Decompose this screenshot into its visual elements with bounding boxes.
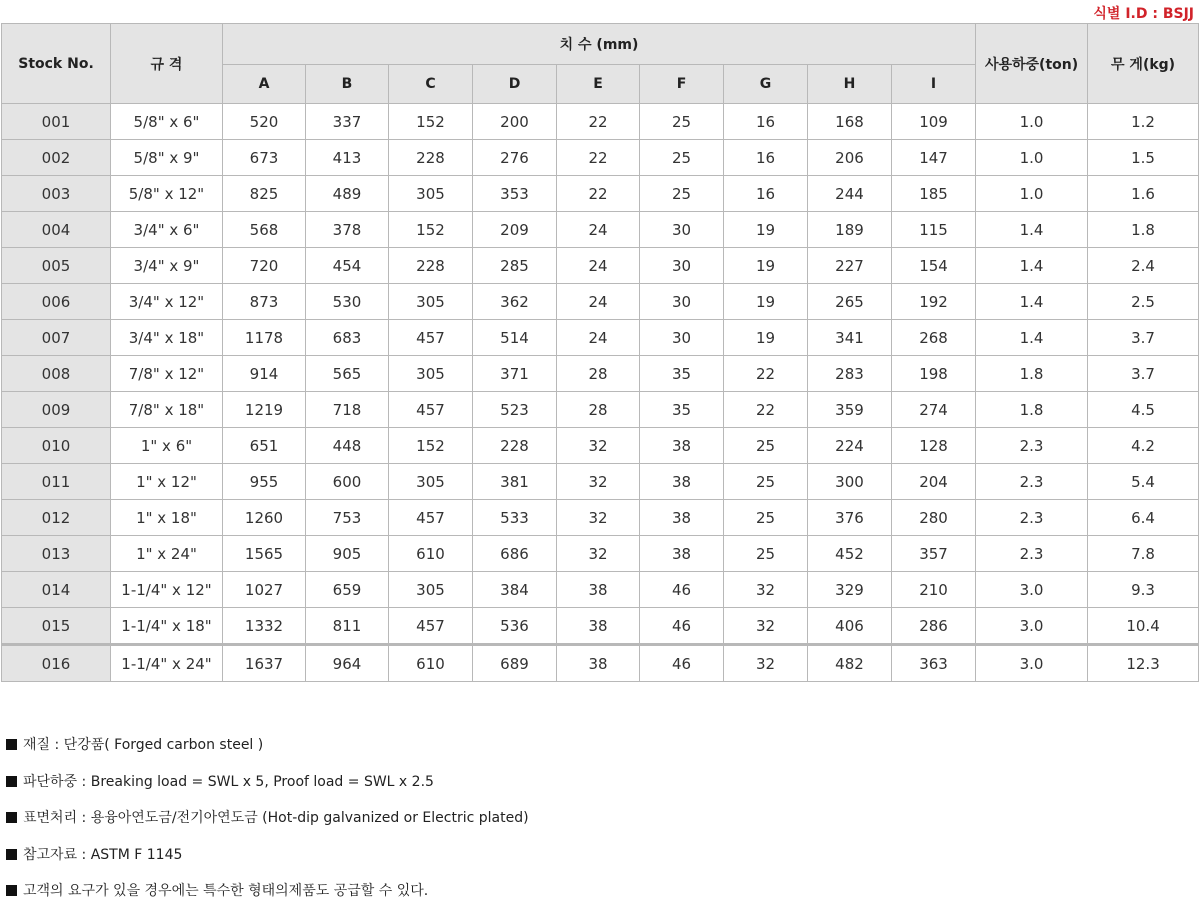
weight-cell: 4.5 [1088, 392, 1199, 428]
dim-c-cell: 228 [389, 140, 473, 176]
dim-b-cell: 683 [306, 320, 389, 356]
dim-i-cell: 268 [892, 320, 976, 356]
table-row [2, 464, 1199, 500]
dim-c-cell: 610 [389, 645, 473, 682]
dim-f-cell: 30 [640, 320, 724, 356]
stock-no-cell: 015 [2, 608, 111, 645]
table-row [2, 428, 1199, 464]
dim-c-cell: 305 [389, 176, 473, 212]
dim-c-cell: 305 [389, 284, 473, 320]
dim-h-cell: 265 [808, 284, 892, 320]
dim-e-cell: 22 [557, 140, 640, 176]
dim-e-cell: 38 [557, 645, 640, 682]
header-dimensions: 치 수 (mm) [223, 24, 976, 65]
note-text: 고객의 요구가 있을 경우에는 특수한 형태의제품도 공급할 수 있다. [23, 883, 429, 899]
dim-f-cell: 38 [640, 500, 724, 536]
dim-d-cell: 209 [473, 212, 557, 248]
spec-cell: 1" x 12" [111, 464, 223, 500]
spec-table [1, 23, 1199, 682]
dim-h-cell: 244 [808, 176, 892, 212]
stock-no-cell: 008 [2, 356, 111, 392]
dim-d-cell: 686 [473, 536, 557, 572]
dim-g-cell: 19 [724, 320, 808, 356]
note-item [6, 880, 529, 917]
dim-a-cell: 873 [223, 284, 306, 320]
working-load-cell: 2.3 [976, 464, 1088, 500]
dim-e-cell: 28 [557, 356, 640, 392]
notes-list [6, 734, 529, 917]
dim-d-cell: 200 [473, 104, 557, 140]
dim-b-cell: 530 [306, 284, 389, 320]
dim-i-cell: 363 [892, 645, 976, 682]
dim-h-cell: 227 [808, 248, 892, 284]
note-item [6, 771, 529, 808]
dim-a-cell: 1178 [223, 320, 306, 356]
spec-cell: 3/4" x 9" [111, 248, 223, 284]
header-weight: 무 게(kg) [1088, 24, 1199, 104]
dim-i-cell: 280 [892, 500, 976, 536]
weight-cell: 10.4 [1088, 608, 1199, 645]
dim-d-cell: 276 [473, 140, 557, 176]
working-load-cell: 1.4 [976, 320, 1088, 356]
note-text: 재질 : 단강품( Forged carbon steel ) [23, 737, 264, 753]
dim-g-cell: 25 [724, 428, 808, 464]
table-row [2, 536, 1199, 572]
dim-e-cell: 24 [557, 284, 640, 320]
weight-cell: 4.2 [1088, 428, 1199, 464]
spec-cell: 7/8" x 18" [111, 392, 223, 428]
dim-i-cell: 154 [892, 248, 976, 284]
working-load-cell: 3.0 [976, 645, 1088, 682]
dim-b-cell: 718 [306, 392, 389, 428]
dim-a-cell: 651 [223, 428, 306, 464]
dim-i-cell: 147 [892, 140, 976, 176]
note-item [6, 844, 529, 881]
dim-b-cell: 378 [306, 212, 389, 248]
table-row [2, 392, 1199, 428]
dim-c-cell: 457 [389, 320, 473, 356]
dim-c-cell: 152 [389, 428, 473, 464]
dim-i-cell: 109 [892, 104, 976, 140]
spec-cell: 3/4" x 18" [111, 320, 223, 356]
dim-d-cell: 384 [473, 572, 557, 608]
spec-cell: 1" x 24" [111, 536, 223, 572]
dim-d-cell: 381 [473, 464, 557, 500]
stock-no-cell: 014 [2, 572, 111, 608]
dim-i-cell: 357 [892, 536, 976, 572]
bullet-square-icon [6, 812, 17, 823]
dim-b-cell: 905 [306, 536, 389, 572]
dim-a-cell: 914 [223, 356, 306, 392]
dim-a-cell: 1219 [223, 392, 306, 428]
working-load-cell: 3.0 [976, 608, 1088, 645]
dim-c-cell: 305 [389, 572, 473, 608]
stock-no-cell: 012 [2, 500, 111, 536]
dim-i-cell: 128 [892, 428, 976, 464]
stock-no-cell: 004 [2, 212, 111, 248]
dim-g-cell: 16 [724, 140, 808, 176]
dim-b-cell: 337 [306, 104, 389, 140]
dim-d-cell: 228 [473, 428, 557, 464]
dim-d-cell: 285 [473, 248, 557, 284]
dim-i-cell: 204 [892, 464, 976, 500]
dim-a-cell: 955 [223, 464, 306, 500]
weight-cell: 1.6 [1088, 176, 1199, 212]
weight-cell: 5.4 [1088, 464, 1199, 500]
dim-f-cell: 35 [640, 392, 724, 428]
dim-e-cell: 32 [557, 428, 640, 464]
dim-a-cell: 568 [223, 212, 306, 248]
table-row [2, 572, 1199, 608]
table-row [2, 500, 1199, 536]
working-load-cell: 1.0 [976, 104, 1088, 140]
working-load-cell: 1.0 [976, 140, 1088, 176]
header-stock-no: Stock No. [2, 24, 111, 104]
spec-cell: 5/8" x 9" [111, 140, 223, 176]
dim-e-cell: 32 [557, 500, 640, 536]
weight-cell: 7.8 [1088, 536, 1199, 572]
table-row [2, 645, 1199, 682]
dim-h-cell: 206 [808, 140, 892, 176]
header-dim-g: G [724, 65, 808, 104]
header-dim-f: F [640, 65, 724, 104]
dim-b-cell: 489 [306, 176, 389, 212]
header-dim-a: A [223, 65, 306, 104]
identifier-label: 식별 I.D : BSJJ [1093, 6, 1194, 22]
dim-g-cell: 16 [724, 176, 808, 212]
dim-d-cell: 689 [473, 645, 557, 682]
dim-c-cell: 457 [389, 392, 473, 428]
dim-h-cell: 406 [808, 608, 892, 645]
spec-cell: 1-1/4" x 18" [111, 608, 223, 645]
dim-a-cell: 1027 [223, 572, 306, 608]
dim-c-cell: 152 [389, 104, 473, 140]
dim-i-cell: 185 [892, 176, 976, 212]
working-load-cell: 1.8 [976, 356, 1088, 392]
dim-c-cell: 457 [389, 500, 473, 536]
dim-f-cell: 46 [640, 572, 724, 608]
spec-cell: 3/4" x 6" [111, 212, 223, 248]
table-row [2, 104, 1199, 140]
dim-f-cell: 25 [640, 140, 724, 176]
dim-c-cell: 305 [389, 464, 473, 500]
dim-g-cell: 19 [724, 284, 808, 320]
stock-no-cell: 002 [2, 140, 111, 176]
dim-e-cell: 38 [557, 608, 640, 645]
working-load-cell: 1.4 [976, 212, 1088, 248]
note-item [6, 807, 529, 844]
dim-c-cell: 152 [389, 212, 473, 248]
note-item [6, 734, 529, 771]
dim-a-cell: 1260 [223, 500, 306, 536]
dim-a-cell: 1637 [223, 645, 306, 682]
note-text: 참고자료 : ASTM F 1145 [23, 846, 183, 863]
stock-no-cell: 005 [2, 248, 111, 284]
spec-cell: 3/4" x 12" [111, 284, 223, 320]
header-dim-d: D [473, 65, 557, 104]
weight-cell: 3.7 [1088, 320, 1199, 356]
working-load-cell: 1.4 [976, 248, 1088, 284]
note-text: 파단하중 : Breaking load = SWL x 5, Proof load = SWL x 2.5 [23, 773, 434, 790]
dim-d-cell: 533 [473, 500, 557, 536]
spec-cell: 7/8" x 12" [111, 356, 223, 392]
bullet-square-icon [6, 739, 17, 750]
dim-g-cell: 32 [724, 645, 808, 682]
dim-h-cell: 283 [808, 356, 892, 392]
dim-c-cell: 610 [389, 536, 473, 572]
dim-b-cell: 659 [306, 572, 389, 608]
weight-cell: 1.2 [1088, 104, 1199, 140]
dim-c-cell: 457 [389, 608, 473, 645]
dim-g-cell: 19 [724, 248, 808, 284]
dim-h-cell: 329 [808, 572, 892, 608]
dim-e-cell: 24 [557, 212, 640, 248]
stock-no-cell: 016 [2, 645, 111, 682]
table-row [2, 356, 1199, 392]
dim-f-cell: 46 [640, 608, 724, 645]
dim-h-cell: 189 [808, 212, 892, 248]
dim-f-cell: 30 [640, 248, 724, 284]
dim-h-cell: 482 [808, 645, 892, 682]
dim-e-cell: 38 [557, 572, 640, 608]
dim-i-cell: 274 [892, 392, 976, 428]
weight-cell: 6.4 [1088, 500, 1199, 536]
header-dim-h: H [808, 65, 892, 104]
dim-i-cell: 115 [892, 212, 976, 248]
working-load-cell: 1.4 [976, 284, 1088, 320]
spec-cell: 1-1/4" x 24" [111, 645, 223, 682]
table-row [2, 140, 1199, 176]
stock-no-cell: 009 [2, 392, 111, 428]
stock-no-cell: 007 [2, 320, 111, 356]
dim-b-cell: 448 [306, 428, 389, 464]
dim-a-cell: 1332 [223, 608, 306, 645]
dim-g-cell: 22 [724, 356, 808, 392]
stock-no-cell: 011 [2, 464, 111, 500]
spec-cell: 5/8" x 12" [111, 176, 223, 212]
header-dim-c: C [389, 65, 473, 104]
dim-b-cell: 753 [306, 500, 389, 536]
dim-b-cell: 600 [306, 464, 389, 500]
dim-b-cell: 454 [306, 248, 389, 284]
dim-b-cell: 565 [306, 356, 389, 392]
dim-b-cell: 811 [306, 608, 389, 645]
working-load-cell: 1.8 [976, 392, 1088, 428]
dim-a-cell: 825 [223, 176, 306, 212]
dim-b-cell: 413 [306, 140, 389, 176]
dim-a-cell: 673 [223, 140, 306, 176]
dim-a-cell: 520 [223, 104, 306, 140]
bullet-square-icon [6, 849, 17, 860]
dim-f-cell: 25 [640, 176, 724, 212]
dim-b-cell: 964 [306, 645, 389, 682]
spec-cell: 1" x 6" [111, 428, 223, 464]
table-row [2, 248, 1199, 284]
dim-f-cell: 35 [640, 356, 724, 392]
dim-e-cell: 32 [557, 464, 640, 500]
dim-h-cell: 341 [808, 320, 892, 356]
dim-f-cell: 30 [640, 212, 724, 248]
header-working-load: 사용하중(ton) [976, 24, 1088, 104]
dim-g-cell: 22 [724, 392, 808, 428]
weight-cell: 12.3 [1088, 645, 1199, 682]
spec-cell: 1-1/4" x 12" [111, 572, 223, 608]
dim-g-cell: 32 [724, 608, 808, 645]
dim-f-cell: 38 [640, 536, 724, 572]
dim-d-cell: 371 [473, 356, 557, 392]
weight-cell: 2.5 [1088, 284, 1199, 320]
dim-d-cell: 523 [473, 392, 557, 428]
working-load-cell: 2.3 [976, 536, 1088, 572]
stock-no-cell: 001 [2, 104, 111, 140]
stock-no-cell: 003 [2, 176, 111, 212]
dim-h-cell: 452 [808, 536, 892, 572]
working-load-cell: 2.3 [976, 428, 1088, 464]
bullet-square-icon [6, 885, 17, 896]
dim-e-cell: 28 [557, 392, 640, 428]
dim-f-cell: 38 [640, 464, 724, 500]
spec-cell: 1" x 18" [111, 500, 223, 536]
dim-g-cell: 16 [724, 104, 808, 140]
dim-g-cell: 25 [724, 536, 808, 572]
dim-g-cell: 25 [724, 464, 808, 500]
dim-e-cell: 32 [557, 536, 640, 572]
table-row [2, 284, 1199, 320]
dim-i-cell: 198 [892, 356, 976, 392]
dim-e-cell: 24 [557, 320, 640, 356]
working-load-cell: 1.0 [976, 176, 1088, 212]
weight-cell: 9.3 [1088, 572, 1199, 608]
dim-h-cell: 376 [808, 500, 892, 536]
dim-g-cell: 32 [724, 572, 808, 608]
dim-c-cell: 228 [389, 248, 473, 284]
dim-e-cell: 24 [557, 248, 640, 284]
note-text: 표면처리 : 용융아연도금/전기아연도금 (Hot-dip galvanized or Electric plated) [23, 810, 529, 826]
table-row [2, 212, 1199, 248]
dim-d-cell: 514 [473, 320, 557, 356]
stock-no-cell: 006 [2, 284, 111, 320]
dim-a-cell: 720 [223, 248, 306, 284]
dim-i-cell: 210 [892, 572, 976, 608]
working-load-cell: 3.0 [976, 572, 1088, 608]
weight-cell: 2.4 [1088, 248, 1199, 284]
dim-h-cell: 300 [808, 464, 892, 500]
header-spec: 규 격 [111, 24, 223, 104]
dim-e-cell: 22 [557, 104, 640, 140]
dim-f-cell: 38 [640, 428, 724, 464]
dim-i-cell: 286 [892, 608, 976, 645]
dim-f-cell: 46 [640, 645, 724, 682]
dim-f-cell: 30 [640, 284, 724, 320]
dim-h-cell: 359 [808, 392, 892, 428]
header-dim-b: B [306, 65, 389, 104]
dim-g-cell: 25 [724, 500, 808, 536]
header-dim-e: E [557, 65, 640, 104]
bullet-square-icon [6, 776, 17, 787]
dim-a-cell: 1565 [223, 536, 306, 572]
weight-cell: 3.7 [1088, 356, 1199, 392]
weight-cell: 1.8 [1088, 212, 1199, 248]
table-row [2, 608, 1199, 645]
weight-cell: 1.5 [1088, 140, 1199, 176]
dim-d-cell: 353 [473, 176, 557, 212]
dim-c-cell: 305 [389, 356, 473, 392]
stock-no-cell: 010 [2, 428, 111, 464]
dim-d-cell: 536 [473, 608, 557, 645]
dim-g-cell: 19 [724, 212, 808, 248]
dim-h-cell: 224 [808, 428, 892, 464]
dim-d-cell: 362 [473, 284, 557, 320]
table-row [2, 320, 1199, 356]
stock-no-cell: 013 [2, 536, 111, 572]
spec-cell: 5/8" x 6" [111, 104, 223, 140]
dim-i-cell: 192 [892, 284, 976, 320]
header-dim-i: I [892, 65, 976, 104]
dim-f-cell: 25 [640, 104, 724, 140]
dim-e-cell: 22 [557, 176, 640, 212]
dim-h-cell: 168 [808, 104, 892, 140]
working-load-cell: 2.3 [976, 500, 1088, 536]
table-row [2, 176, 1199, 212]
